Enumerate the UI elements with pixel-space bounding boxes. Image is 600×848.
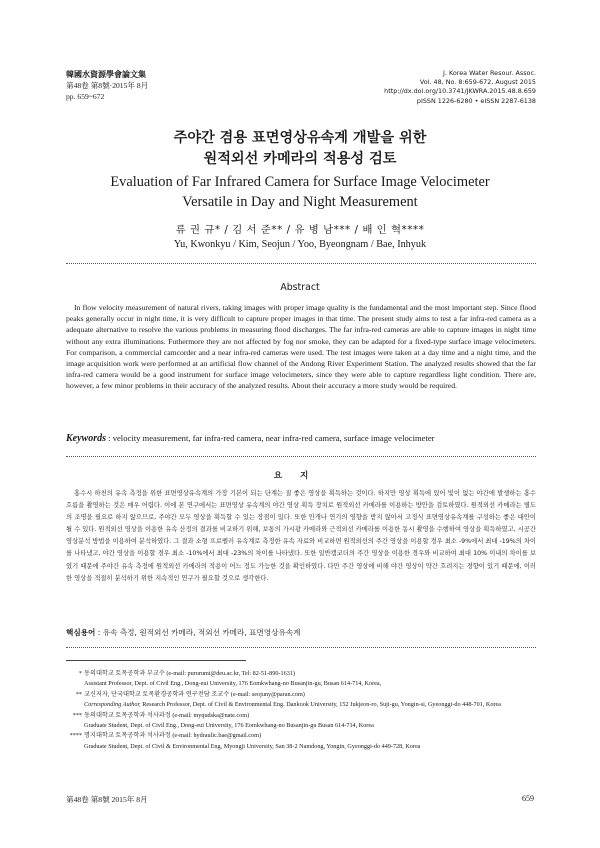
footnote-en-block (66, 700, 536, 710)
title-english-line-1: Evaluation of Far Infrared Camera for Surface Image Velocimeter (110, 174, 490, 190)
footnote-rule (66, 660, 246, 661)
footnote-4 (66, 731, 536, 752)
title-korean-line-1: 주야간 겸용 표면영상유속계 개발을 위한 (173, 130, 427, 146)
abstract-body: In flow velocity measurement of natural rivers, taking images with proper image quality is the fundamental and the most important step. Since flood peaks generally occur in night time, it is very difficult to capture proper images in that time. The present study aims to test a far infra-red camera as a adequate alternative to resolve the various problems in measuring flood discharges. The far infra-red cameras are able to capture images in night time without any extra illuminations. Futhermore they are not affected by fog nor smoke, they can be adapted for a fixed-type surface image velocimeters. For comparison, a commercial camcorder and a near infra-red cameras were used. The test images were taken at a day time and a night time, and the image acquisition work were performed at an artificial flow channel of the Andong River Experiment Station. The analyzed results showed that the far infra-red camera would be a good instrument for surface image velocimeters, since they were able to capture regardless light condition. There are, however, a few minor problems in their accuracy of the analyzed results. About their accuracy a more study would be required. (66, 303, 536, 391)
footnote-2 (66, 690, 536, 711)
abstract-heading: Abstract (280, 282, 320, 293)
page-range: pp. 659~672 (66, 92, 105, 101)
journal-header-right (384, 69, 536, 106)
footnote-kr: 동의대학교 토목공학과 석사과정 (e-mail: myqudska@nate.com) (84, 711, 250, 719)
journal-name-en: J. Korea Water Resour. Assoc. (443, 69, 536, 77)
footnote-mark: **** (69, 732, 82, 740)
issn: pISSN 1226-6280 • eISSN 2287-6138 (416, 96, 536, 105)
footnote-en: Assistant Professor, Dept. of Civil Eng., Dong-eui University, 176 Eomkwhang-no Busanjin-gu, Busan 614-714, Korea, (84, 680, 382, 688)
title-english (0, 172, 600, 212)
corresponding-author-label: Corresponding Author, (84, 701, 141, 709)
footnote-3 (66, 711, 536, 732)
footnote-kr: 명지대학교 토목공학과 석사과정 (e-mail: hydraulic.bae@gmail.com) (84, 732, 261, 740)
authors-english: Yu, Kwonkyu / Kim, Seojun / Yoo, Byeongnam / Bae, Inhyuk (173, 239, 427, 250)
divider-dotted (66, 263, 536, 264)
korean-keywords-text: : 유속 측정, 원적외선 카메라, 적외선 카메라, 표면영상유속계 (97, 628, 301, 637)
title-korean-line-2: 원적외선 카메라의 적용성 검토 (203, 151, 397, 167)
authors-korean: 류 권 규* / 김 서 준** / 유 병 남*** / 배 인 혁**** (175, 224, 425, 236)
divider-dotted (66, 647, 536, 648)
keywords-label: Keywords (66, 433, 106, 444)
title-korean (0, 128, 600, 170)
volume-en: Vol. 48, No. 8:659-672, August 2015 (419, 78, 536, 87)
footnote-mark: ** (75, 690, 82, 698)
footnote-mark: *** (72, 711, 82, 719)
volume-kr: 第48卷 第8號·2015年 8月 (66, 81, 149, 90)
korean-abstract-body: 홍수시 하천의 유속 측정을 위한 표면영상유속계의 가장 기본이 되는 단계는 질 좋은 영상을 획득하는 것이다. 하지만 영상 획득에 있어 빛이 없는 야간에 발생하는 홍수 흐름을 촬영하는 것은 매우 어렵다. 이에 본 연구에서는 표면영상 유속계의 야간 영상 획득 장치로 원적외선 카메라를 이용하는 방안을 검토하였다. 원적외선 카메라는 별도의 조명을 필요로 하지 않으므로, 주야간 모두 영상을 획득할 수 있는 장점이 있다. 또한 안개나 연기의 영향을 받지 않아서 고정식 표면영상유속계를 구성하는 좋은 대안이 될 수 있다. 원적외선 영상을 이용한 유속 산정의 결과를 비교하기 위해, 보통의 가시광 카메라와 근적외선 카메라를 이용한 동시 촬영을 수행하여 영상을 획득하였고, 시공간 영상분석 방법을 이용하여 분석하였다. 그 결과 소형 프로펠러 유속계로 측정한 유속 자료와 비교하면 원적외선의 주간 영상을 이용할 경우 최소 -9%에서 최대 -19%의 차이를 나타냈고, 야간 영상을 이용할 경우 최소 -10%에서 최대 -23%의 차이를 나타냈다. 또한 일반캠코더의 주간 영상을 이용한 경우와 비교하여 최대 10% 이내의 차이를 보였기 때문에 주야간 유속 측정에 원적외선 카메라의 적용이 어느 정도 가능한 것을 확인하였다. 다만 주간 영상에 비해 야간 영상이 약간 흐려지는 경향이 있기 때문에, 이러한 영상을 적절히 분석하기 위한 지속적인 연구가 필요할 것으로 생각한다. (66, 490, 536, 582)
divider-dotted (66, 456, 536, 457)
footer-volume: 第48卷 第8號 2015年 8月 (66, 795, 148, 804)
keywords-line (66, 432, 536, 445)
journal-header-left (66, 69, 148, 102)
korean-keywords-label: 핵심용어 (66, 628, 96, 637)
page-number: 659 (522, 794, 534, 803)
journal-name-kr: 韓國水資源學會論文集 (66, 70, 146, 79)
footnote-kr: 동의대학교 토목공학과 부교수 (e-mail: pururumi@deu.ac.kr, Tel: 82-51-890-1631) (84, 670, 295, 677)
keywords-text: : velocity measurement, far infra-red camera, near infra-red camera, surface image velocimeter (108, 433, 435, 443)
korean-abstract-heading: 요지 (273, 471, 327, 481)
doi-link[interactable]: http://dx.doi.org/10.3741/JKWRA.2015.48.8.659 (384, 87, 536, 96)
footnote-kr: 교신저자, 단국대학교 토목환경공학과 연구전담 조교수 (e-mail: seojuny@paran.com) (84, 690, 305, 698)
footnote-en: Graduate Student, Dept. of Civil Eng., Dong-eui University, 176 Eomkwhang-no Busanjin-gu Busan 614-714, Korea (84, 722, 374, 730)
footnote-1 (66, 669, 536, 690)
footnotes (66, 669, 536, 752)
footnote-en: Research Professor, Dept. of Civil & Environmental Eng. Dankook University, 152 Jukjeon-ro, Suji-gu, Yongin-si, Gyeonggi-do 448-701, Korea (140, 701, 501, 709)
korean-keywords-line (66, 627, 536, 638)
title-english-line-2: Versatile in Day and Night Measurement (182, 194, 418, 210)
footnote-mark: * (78, 670, 82, 677)
footnote-en: Graduate Student, Dept. of Civil & Environmental Eng, Myongji University, San 38-2 Namdong, Yongin, Gyeonggi-do 449-728, Korea (84, 742, 421, 750)
